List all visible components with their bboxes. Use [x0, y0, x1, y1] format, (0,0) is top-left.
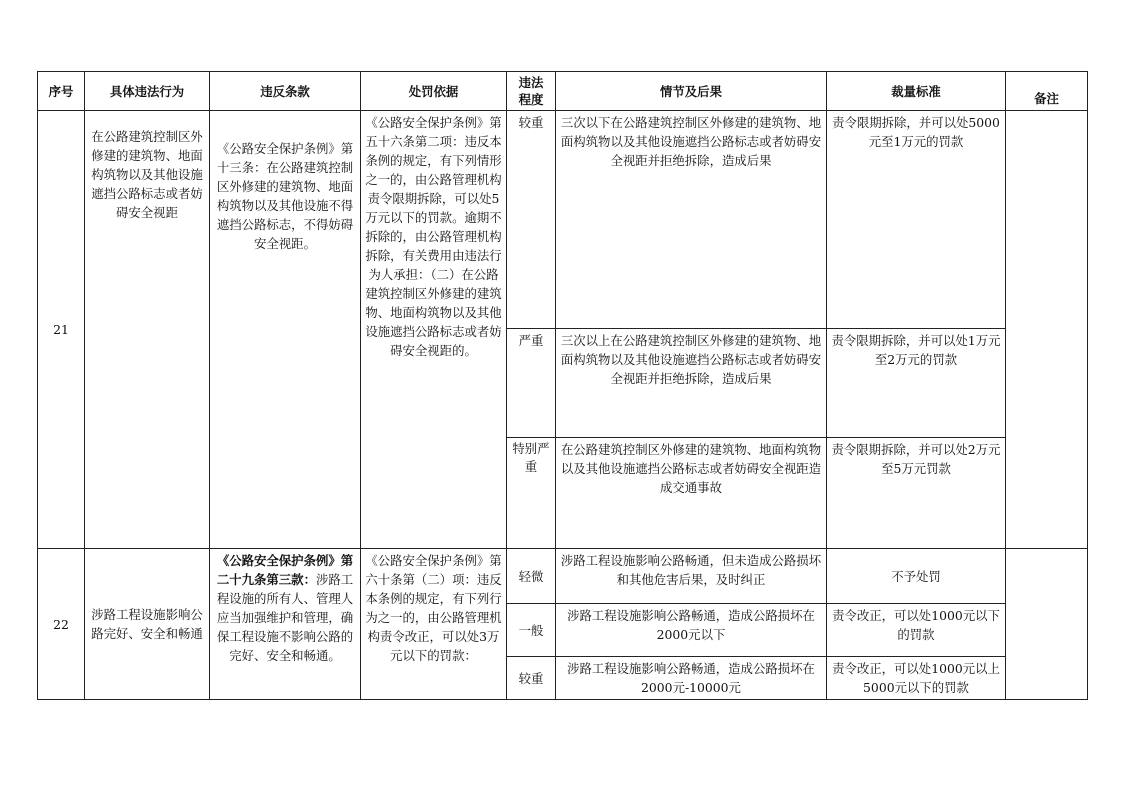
row-note — [1006, 549, 1088, 700]
row-circumstance: 涉路工程设施影响公路畅通，造成公路损坏在2000元以下 — [556, 604, 827, 657]
row-circumstance: 三次以下在公路建筑控制区外修建的建筑物、地面构筑物以及其他设施遮挡公路标志或者妨碍安全视距并拒绝拆除，造成后果 — [556, 111, 827, 329]
row-degree: 轻微 — [507, 549, 556, 604]
header-degree-line1: 违法 — [518, 75, 544, 90]
table-row — [38, 111, 1088, 329]
table-row — [38, 549, 1088, 604]
row-degree: 严重 — [507, 329, 556, 438]
row-standard: 责令限期拆除，并可以处2万元至5万元罚款 — [827, 438, 1006, 549]
header-basis: 处罚依据 — [361, 72, 507, 111]
row-standard: 责令限期拆除，并可以处1万元至2万元的罚款 — [827, 329, 1006, 438]
header-degree — [507, 72, 556, 111]
row-clause: 《公路安全保护条例》第十三条：在公路建筑控制区外修建的建筑物、地面构筑物以及其他设施不得遮挡公路标志，不得妨碍安全视距。 — [210, 111, 361, 549]
row-clause — [210, 549, 361, 700]
header-circumstance: 情节及后果 — [556, 72, 827, 111]
row-circumstance: 涉路工程设施影响公路畅通，造成公路损坏在2000元-10000元 — [556, 657, 827, 700]
row-seq: 22 — [38, 549, 85, 700]
row-seq: 21 — [38, 111, 85, 549]
row-behavior: 涉路工程设施影响公路完好、安全和畅通 — [85, 549, 210, 700]
row-circumstance: 三次以上在公路建筑控制区外修建的建筑物、地面构筑物以及其他设施遮挡公路标志或者妨碍安全视距并拒绝拆除，造成后果 — [556, 329, 827, 438]
header-behavior: 具体违法行为 — [85, 72, 210, 111]
header-note: 备注 — [1006, 72, 1088, 111]
row-circumstance: 涉路工程设施影响公路畅通，但未造成公路损坏和其他危害后果，及时纠正 — [556, 549, 827, 604]
row-degree: 特别严重 — [507, 438, 556, 549]
row-behavior: 在公路建筑控制区外修建的建筑物、地面构筑物以及其他设施遮挡公路标志或者妨碍安全视距 — [85, 111, 210, 549]
penalty-discretion-table — [37, 71, 1088, 700]
row-standard: 责令改正，可以处1000元以上5000元以下的罚款 — [827, 657, 1006, 700]
row-basis: 《公路安全保护条例》第六十条第（二）项：违反本条例的规定，有下列行为之一的，由公路管理机构责令改正，可以处3万元以下的罚款： — [361, 549, 507, 700]
row-degree: 较重 — [507, 657, 556, 700]
header-seq: 序号 — [38, 72, 85, 111]
row-standard: 责令限期拆除，并可以处5000元至1万元的罚款 — [827, 111, 1006, 329]
row-degree: 较重 — [507, 111, 556, 329]
header-standard: 裁量标准 — [827, 72, 1006, 111]
row-clause-heading: 《公路安全保护条例》第二十九条第三款： — [216, 553, 354, 587]
row-basis: 《公路安全保护条例》第五十六条第二项：违反本条例的规定，有下列情形之一的，由公路管理机构责令限期拆除，可以处5万元以下的罚款。逾期不拆除的，由公路管理机构拆除，有关费用由违法行为人承担：（二）在公路建筑控制区外修建的建筑物、地面构筑物以及其他设施遮挡公路标志或者妨碍安全视距的。 — [361, 111, 507, 549]
header-clause: 违反条款 — [210, 72, 361, 111]
row-note — [1006, 111, 1088, 549]
row-circumstance: 在公路建筑控制区外修建的建筑物、地面构筑物以及其他设施遮挡公路标志或者妨碍安全视距造成交通事故 — [556, 438, 827, 549]
header-row — [38, 72, 1088, 111]
row-standard: 责令改正，可以处1000元以下的罚款 — [827, 604, 1006, 657]
header-degree-line2: 程度 — [518, 92, 544, 107]
row-degree: 一般 — [507, 604, 556, 657]
row-standard: 不予处罚 — [827, 549, 1006, 604]
row-clause-text: 涉路工程设施的所有人、管理人应当加强维护和管理，确保工程设施不影响公路的完好、安全和畅通。 — [216, 572, 354, 663]
